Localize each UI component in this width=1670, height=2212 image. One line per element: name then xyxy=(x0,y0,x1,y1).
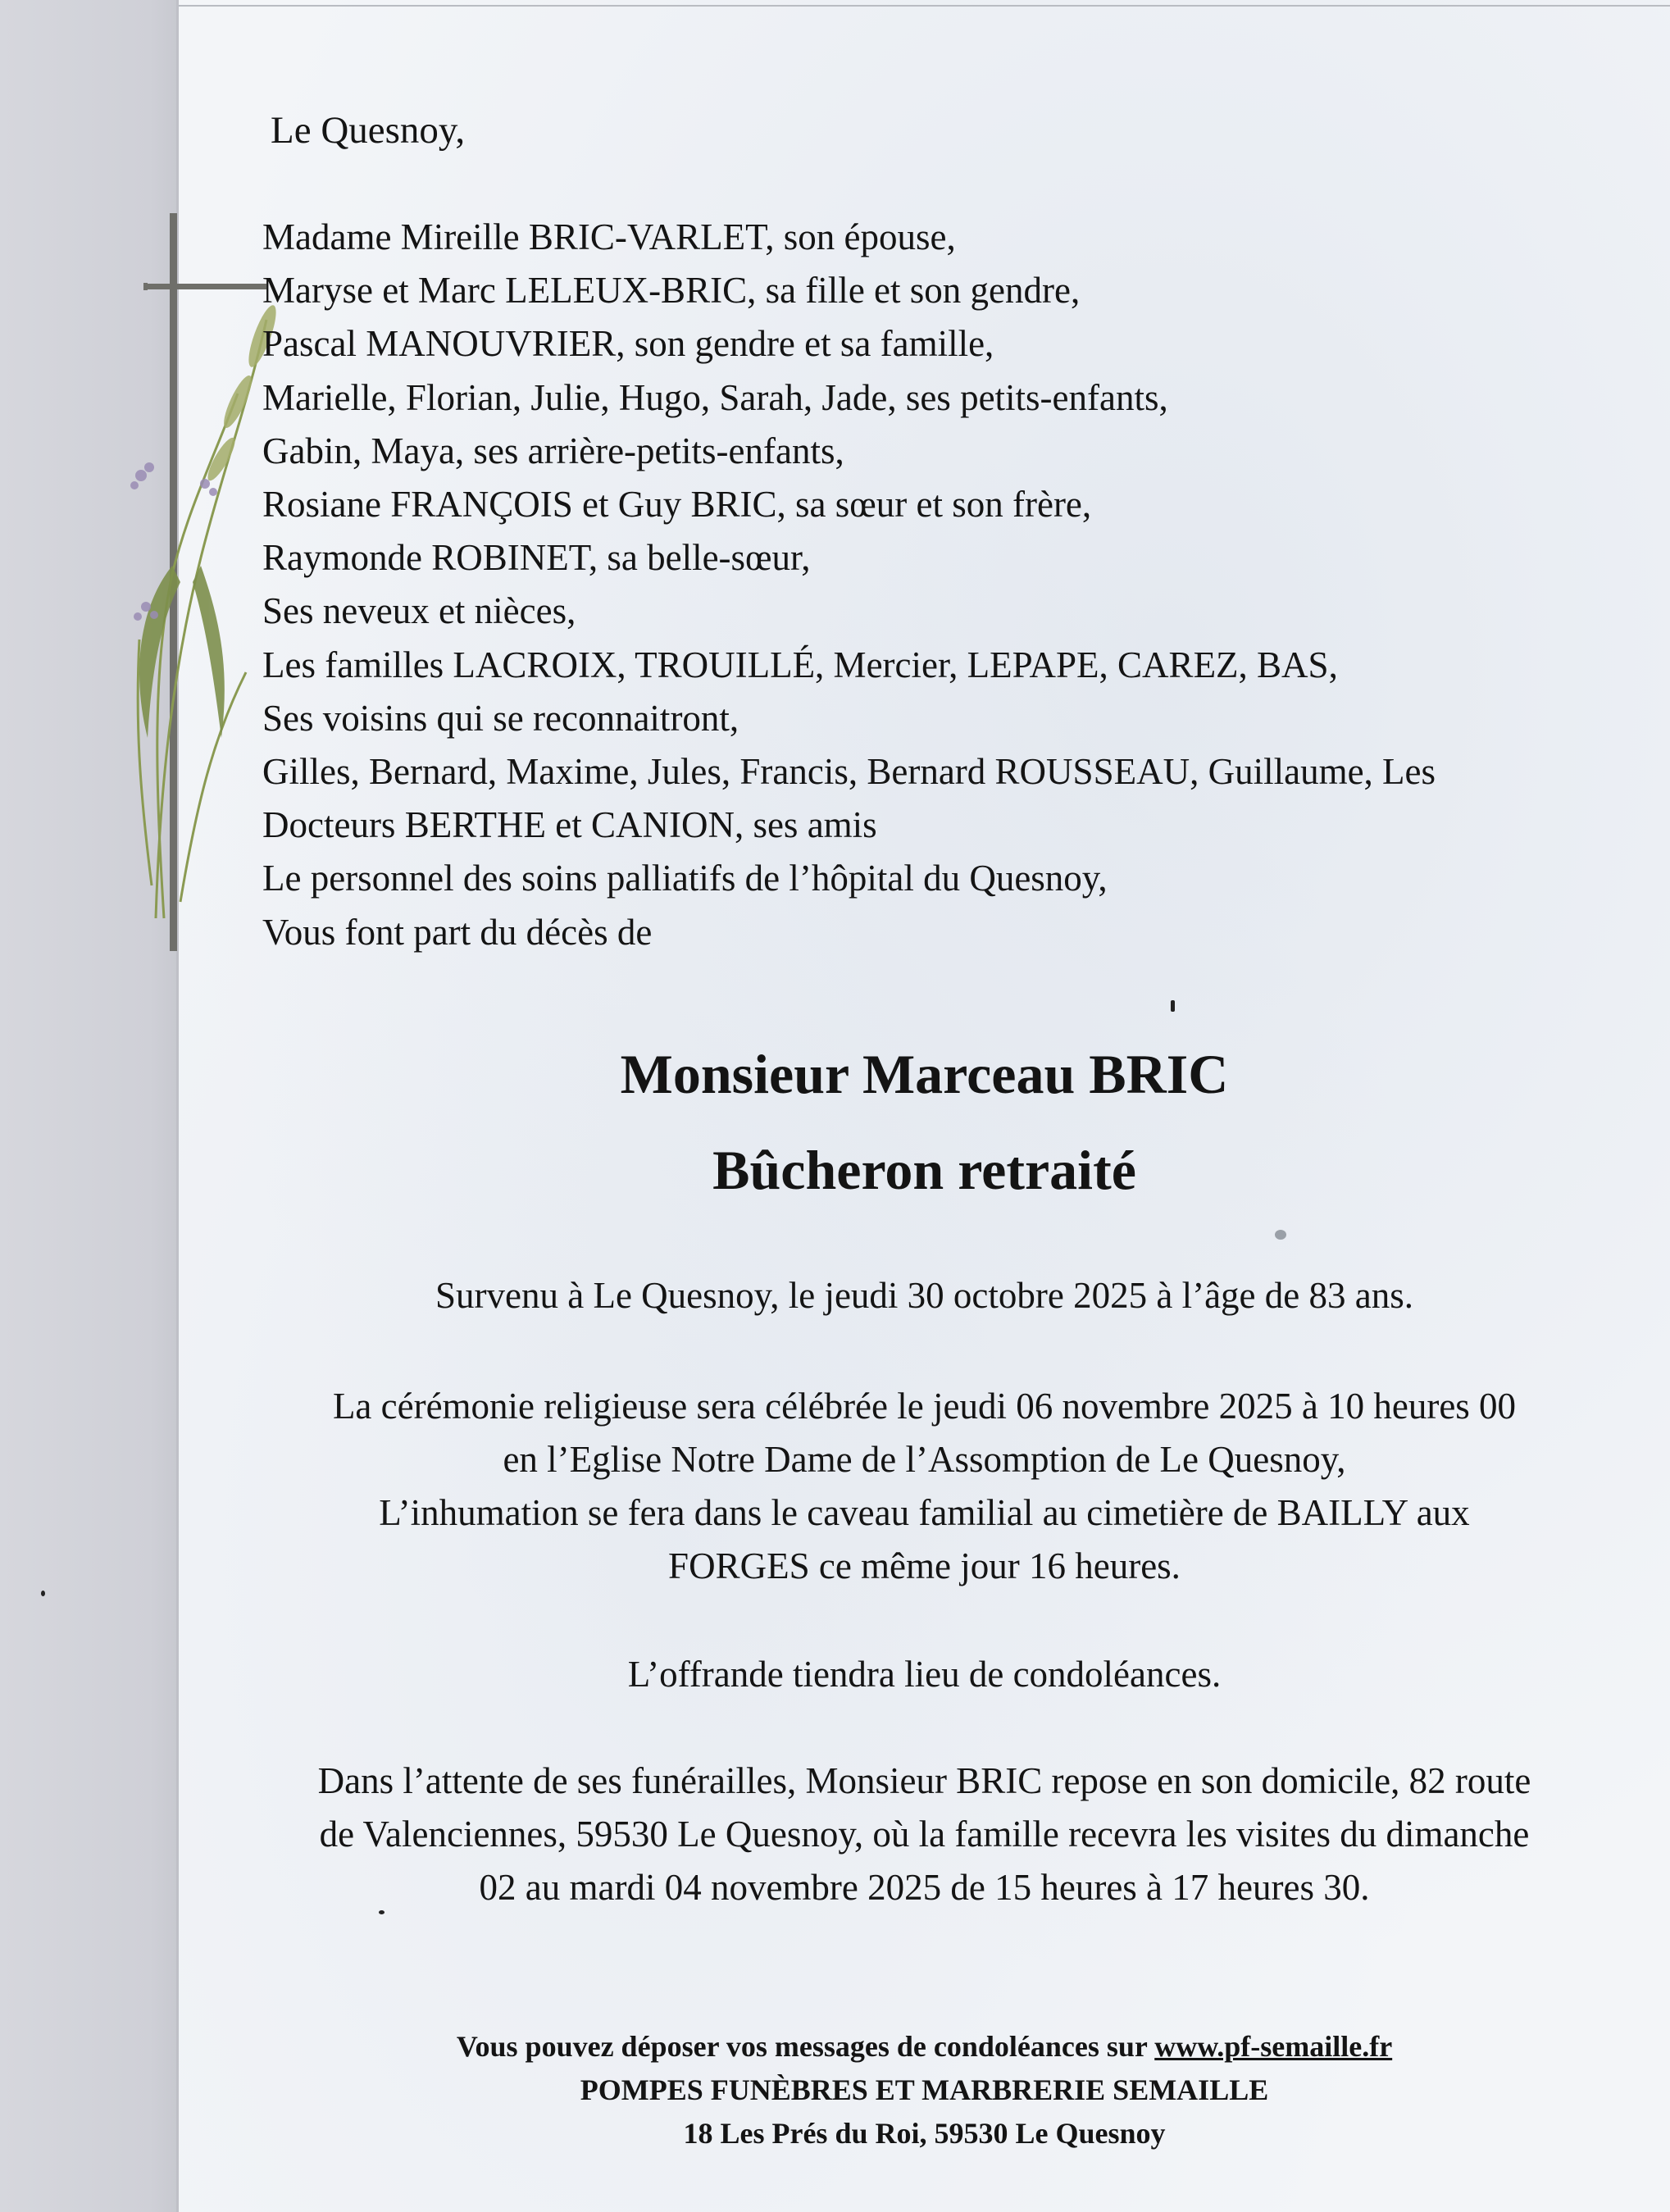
offering-note: L’offrande tiendra lieu de condoléances. xyxy=(627,1654,1222,1695)
deceased-profession: Bûcheron retraité xyxy=(712,1139,1136,1201)
family-line: Rosiane FRANÇOIS et Guy BRIC, sa sœur et son frère, xyxy=(262,484,1092,526)
family-line: Pascal MANOUVRIER, son gendre et sa famille, xyxy=(262,323,994,365)
condolences-text: Vous pouvez déposer vos messages de condoléances sur xyxy=(456,2030,1155,2063)
family-line: Madame Mireille BRIC-VARLET, son épouse, xyxy=(262,216,956,257)
notice-place: Le Quesnoy, xyxy=(271,109,466,152)
condolences-message xyxy=(179,2025,1670,2069)
vigil-line: 02 au mardi 04 novembre 2025 de 15 heures à 17 heures 30. xyxy=(479,1867,1370,1908)
family-line: Ses voisins qui se reconnaitront, xyxy=(262,697,739,739)
top-edge-line xyxy=(0,5,1670,7)
scan-speck xyxy=(379,1910,385,1914)
family-list xyxy=(262,211,1436,959)
family-line: Ses neveux et nièces, xyxy=(262,590,576,632)
funeral-home-footer xyxy=(179,2025,1670,2155)
family-line: Marielle, Florian, Julie, Hugo, Sarah, Jade, ses petits-enfants, xyxy=(262,376,1168,418)
deceased-name: Monsieur Marceau BRIC xyxy=(620,1043,1229,1105)
ceremony-line: L’inhumation se fera dans le caveau familial au cimetière de BAILLY aux xyxy=(379,1492,1470,1533)
scan-speck xyxy=(1275,1230,1286,1240)
vigil-line: de Valenciennes, 59530 Le Quesnoy, où la famille recevra les visites du dimanche xyxy=(319,1814,1530,1855)
company-name: POMPES FUNÈBRES ET MARBRERIE SEMAILLE xyxy=(580,2073,1269,2106)
family-line: Le personnel des soins palliatifs de l’hôpital du Quesnoy, xyxy=(262,858,1108,899)
family-line: Gilles, Bernard, Maxime, Jules, Francis, Bernard ROUSSEAU, Guillaume, Les xyxy=(262,751,1436,793)
ceremony-line: FORGES ce même jour 16 heures. xyxy=(668,1545,1181,1586)
family-line: Docteurs BERTHE et CANION, ses amis xyxy=(262,804,877,846)
family-line: Raymonde ROBINET, sa belle-sœur, xyxy=(262,537,811,579)
scan-speck xyxy=(1171,1000,1175,1012)
website-link[interactable]: www.pf-semaille.fr xyxy=(1154,2030,1393,2063)
family-line: Vous font part du décès de xyxy=(262,911,653,953)
death-announcement: Survenu à Le Quesnoy, le jeudi 30 octobre 2025 à l’âge de 83 ans. xyxy=(435,1275,1413,1316)
vigil-line: Dans l’attente de ses funérailles, Monsieur BRIC repose en son domicile, 82 route xyxy=(317,1760,1531,1801)
scan-speck xyxy=(41,1591,45,1596)
ceremony-line: La cérémonie religieuse sera célébrée le jeudi 06 novembre 2025 à 10 heures 00 xyxy=(332,1386,1517,1427)
company-address: 18 Les Prés du Roi, 59530 Le Quesnoy xyxy=(683,2117,1166,2150)
ceremony-details xyxy=(179,1380,1670,1593)
family-line: Les familles LACROIX, TROUILLÉ, Mercier, LEPAPE, CAREZ, BAS, xyxy=(262,644,1338,685)
ceremony-line: en l’Eglise Notre Dame de l’Assomption de Le Quesnoy, xyxy=(503,1439,1346,1480)
family-line: Maryse et Marc LELEUX-BRIC, sa fille et son gendre, xyxy=(262,270,1081,312)
family-line: Gabin, Maya, ses arrière-petits-enfants, xyxy=(262,430,844,471)
vigil-details xyxy=(179,1755,1670,1914)
